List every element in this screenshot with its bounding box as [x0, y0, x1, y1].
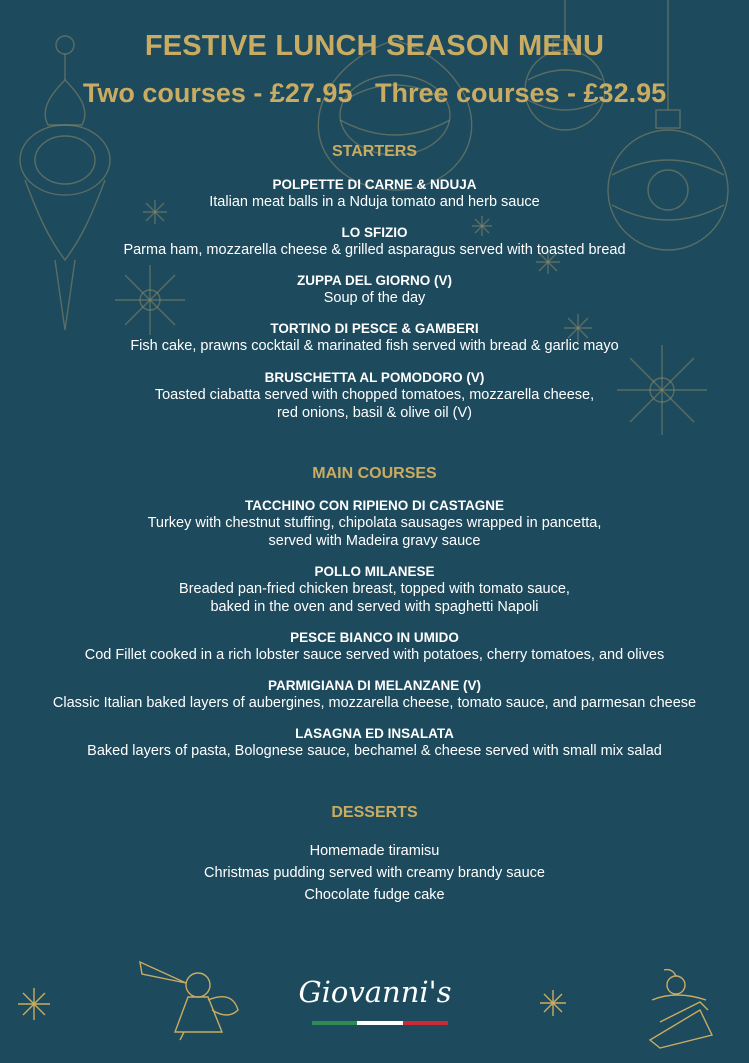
item-description: Baked layers of pasta, Bolognese sauce, bechamel & cheese served with small mix salad	[87, 743, 662, 759]
menu-title: FESTIVE LUNCH SEASON MENU	[144, 30, 605, 62]
item-description: baked in the oven and served with spaghetti Napoli	[210, 599, 539, 615]
item-name: POLLO MILANESE	[314, 564, 435, 579]
dessert-item: Homemade tiramisu	[309, 843, 440, 859]
item-description: Breaded pan-fried chicken breast, topped with tomato sauce,	[179, 581, 570, 597]
item-description: Turkey with chestnut stuffing, chipolata sausages wrapped in pancetta,	[147, 515, 602, 531]
item-description: Italian meat balls in a Nduja tomato and herb sauce	[209, 194, 540, 210]
mains-heading: MAIN COURSES	[312, 465, 437, 482]
item-name: TORTINO DI PESCE & GAMBERI	[270, 321, 479, 336]
italian-flag-stripe	[312, 1021, 448, 1025]
menu-item	[0, 320, 749, 355]
flag-white	[357, 1021, 402, 1025]
item-description: Classic Italian baked layers of aubergines, mozzarella cheese, tomato sauce, and parmesan cheese	[52, 695, 697, 711]
menu-item	[0, 369, 749, 422]
dessert-item: Christmas pudding served with creamy brandy sauce	[204, 865, 545, 881]
dessert-item: Chocolate fudge cake	[304, 887, 445, 903]
item-name: PESCE BIANCO IN UMIDO	[290, 630, 459, 645]
starters-heading: STARTERS	[331, 143, 418, 160]
flag-red	[403, 1021, 448, 1025]
item-description: red onions, basil & olive oil (V)	[276, 405, 473, 421]
item-name: LASAGNA ED INSALATA	[295, 726, 454, 741]
menu-item	[0, 563, 749, 616]
menu-item	[0, 629, 749, 664]
menu-item	[0, 176, 749, 211]
item-name: POLPETTE DI CARNE & NDUJA	[272, 177, 477, 192]
item-name: ZUPPA DEL GIORNO (V)	[296, 273, 452, 288]
giovannis-logo: Giovanni's	[298, 975, 452, 1009]
item-description: Soup of the day	[323, 290, 426, 306]
item-name: BRUSCHETTA AL POMODORO (V)	[264, 370, 485, 385]
item-description: served with Madeira gravy sauce	[268, 533, 481, 549]
price-line: Two courses - £27.95 Three courses - £32.95	[82, 78, 667, 108]
item-description: Cod Fillet cooked in a rich lobster sauce served with potatoes, cherry tomatoes, and olives	[84, 647, 665, 663]
item-name: LO SFIZIO	[341, 225, 408, 240]
item-description: Fish cake, prawns cocktail & marinated fish served with bread & garlic mayo	[130, 338, 619, 354]
menu-item	[0, 224, 749, 259]
item-description: Parma ham, mozzarella cheese & grilled asparagus served with toasted bread	[123, 242, 626, 258]
item-description: Toasted ciabatta served with chopped tomatoes, mozzarella cheese,	[154, 387, 595, 403]
menu-item	[0, 725, 749, 760]
item-name: TACCHINO CON RIPIENO DI CASTAGNE	[244, 498, 504, 513]
menu-item	[0, 497, 749, 550]
flag-green	[312, 1021, 357, 1025]
item-name: PARMIGIANA DI MELANZANE (V)	[268, 678, 481, 693]
desserts-heading: DESSERTS	[331, 804, 418, 821]
menu-item	[0, 677, 749, 712]
menu-item	[0, 272, 749, 307]
